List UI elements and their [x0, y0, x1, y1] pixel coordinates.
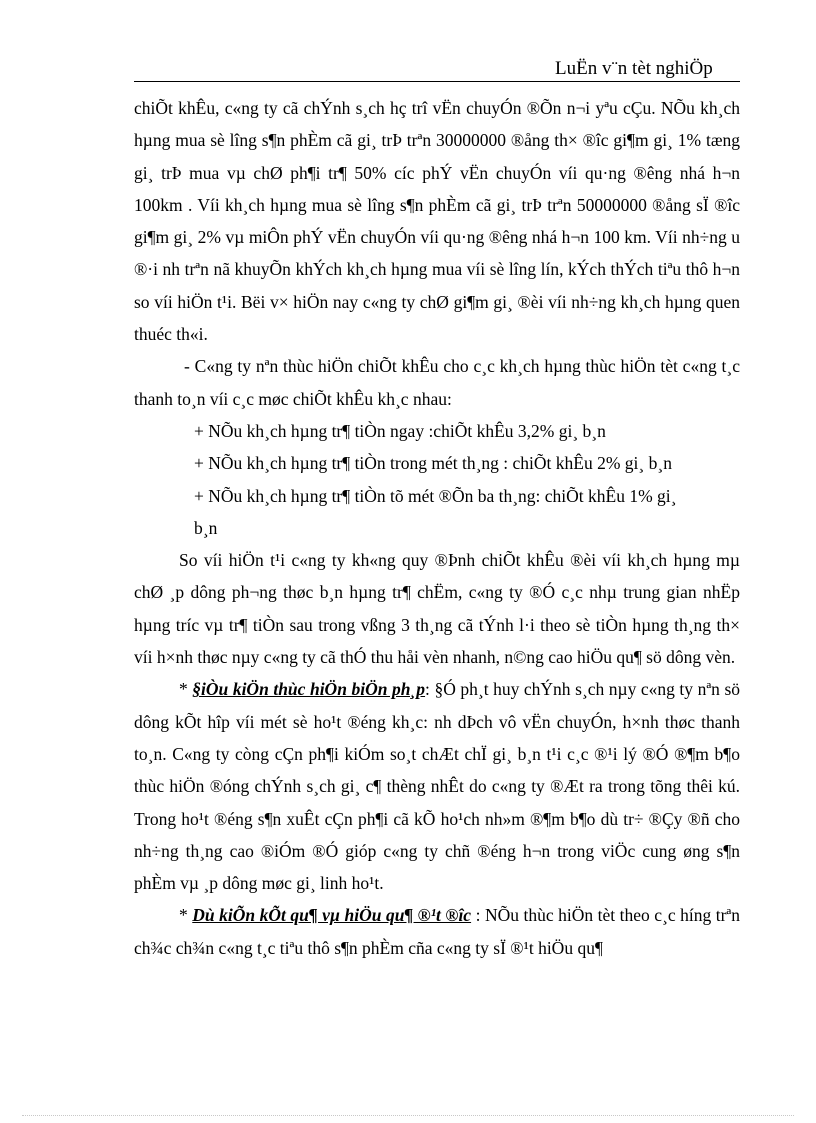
paragraph-expected-results — [134, 899, 740, 964]
running-header: LuËn v¨n tèt nghiÖp — [555, 58, 713, 79]
bullet-star: * — [179, 905, 193, 926]
list-item-pay-three-months — [134, 480, 740, 545]
paragraph-discount-policy: chiÕt khÊu, c«ng ty cã chÝnh s¸ch hç trî vËn chuyÓn ®Õn n¬i yªu cÇu. NÕu kh¸ch hµng mua sè lîng s¶n phÈm cã gi¸ trÞ trªn 30000000 ®ång th× ®îc gi¶m gi¸ 1% tæng gi¸ trÞ mua vµ chØ ph¶i tr¶ 50% cíc phÝ vËn chuyÓn víi qu·ng ®êng nhá h¬n 100km . Víi kh¸ch hµng mua sè lîng s¶n phÈm cã gi¸ trÞ trªn 50000000 ®ång sÏ ®îc gi¶m gi¸ 2% vµ miÔn phÝ vËn chuyÓn víi qu·ng ®êng nhá h¬n 100 km. Víi nh÷ng u ®·i nh trªn nã khuyÕn khÝch kh¸ch hµng mua víi sè lîng lín, kÝch thÝch tiªu thô h¬n so víi hiÖn t¹i. Bëi v× hiÖn nay c«ng ty chØ gi¶m gi¸ ®èi víi nh÷ng kh¸ch hµng quen thuéc th«i. — [134, 98, 740, 345]
list-item-pay-now: + NÕu kh¸ch hµng tr¶ tiÒn ngay :chiÕt khÊu 3,2% gi¸ b¸n — [194, 420, 606, 441]
paragraph-text: : §Ó ph¸t huy chÝnh s¸ch nµy c«ng ty nªn sö dông kÕt hîp víi mét sè ho¹t ®éng kh¸c: nh dÞch vô vËn chuyÓn, h×nh thøc thanh to¸n. C«ng ty còng cÇn ph¶i kiÓm so¸t chÆt chÏ gi¸ b¸n t¹i c¸c ®¹i lý ®Ó ®¶m b¶o thùc hiÖn ®óng chÝnh s¸ch gi¸ c¶ thèng nhÊt do c«ng ty ®Æt ra trong tõng thêi kú. Trong ho¹t ®éng s¶n xuÊt cÇn ph¶i cã kÕ ho¹ch nh»m ®¶m b¶o dù tr÷ ®Çy ®ñ cho nh÷ng th¸ng cao ®iÓm ®Ó gióp c«ng ty chñ ®éng h¬n trong viÖc cung øng s¶n phÈm vµ ¸p dông møc gi¸ linh ho¹t. — [134, 679, 740, 894]
bullet-star: * — [179, 679, 193, 700]
section-heading-conditions: §iÒu kiÖn thùc hiÖn biÖn ph¸p — [192, 679, 426, 700]
section-heading-results: Dù kiÕn kÕt qu¶ vµ hiÖu qu¶ ®¹t ®îc — [192, 905, 472, 926]
paragraph-comparison: So víi hiÖn t¹i c«ng ty kh«ng quy ®Þnh chiÕt khÊu ®èi víi kh¸ch hµng mµ chØ ¸p dông ph¬ng thøc b¸n hµng tr¶ chËm, c«ng ty ®Ó c¸c nhµ trung gian nhËp hµng tríc vµ tr¶ tiÒn sau trong vßng 3 th¸ng cã tÝnh l·i theo sè tiÒn hµng th¸ng th× víi h×nh thøc nµy c«ng ty cã thÓ thu håi vèn nhanh, n©ng cao hiÖu qu¶ sö dông vèn. — [134, 550, 740, 668]
paragraph-payment-discount: - C«ng ty nªn thùc hiÖn chiÕt khÊu cho c¸c kh¸ch hµng thùc hiÖn tèt c«ng t¸c thanh to¸n víi c¸c møc chiÕt khÊu kh¸c nhau: — [134, 356, 740, 409]
document-body — [134, 92, 740, 964]
list-item-text-continued: b¸n — [194, 517, 218, 538]
header-divider — [134, 81, 740, 82]
paragraph-implementation-conditions — [134, 673, 740, 899]
list-item-pay-one-month: + NÕu kh¸ch hµng tr¶ tiÒn trong mét th¸ng : chiÕt khÊu 2% gi¸ b¸n — [194, 453, 672, 474]
page-bottom-border — [22, 1115, 794, 1116]
paragraph-text: : NÕu thùc hiÖn tèt theo c¸c híng trªn ch¾c ch¾n c«ng t¸c tiªu thô s¶n phÈm cña c«ng ty sÏ ®¹t hiÖu qu¶ — [134, 905, 740, 958]
list-item-text: + NÕu kh¸ch hµng tr¶ tiÒn tõ mét ®Õn ba th¸ng: chiÕt khÊu 1% gi¸ — [194, 485, 677, 506]
